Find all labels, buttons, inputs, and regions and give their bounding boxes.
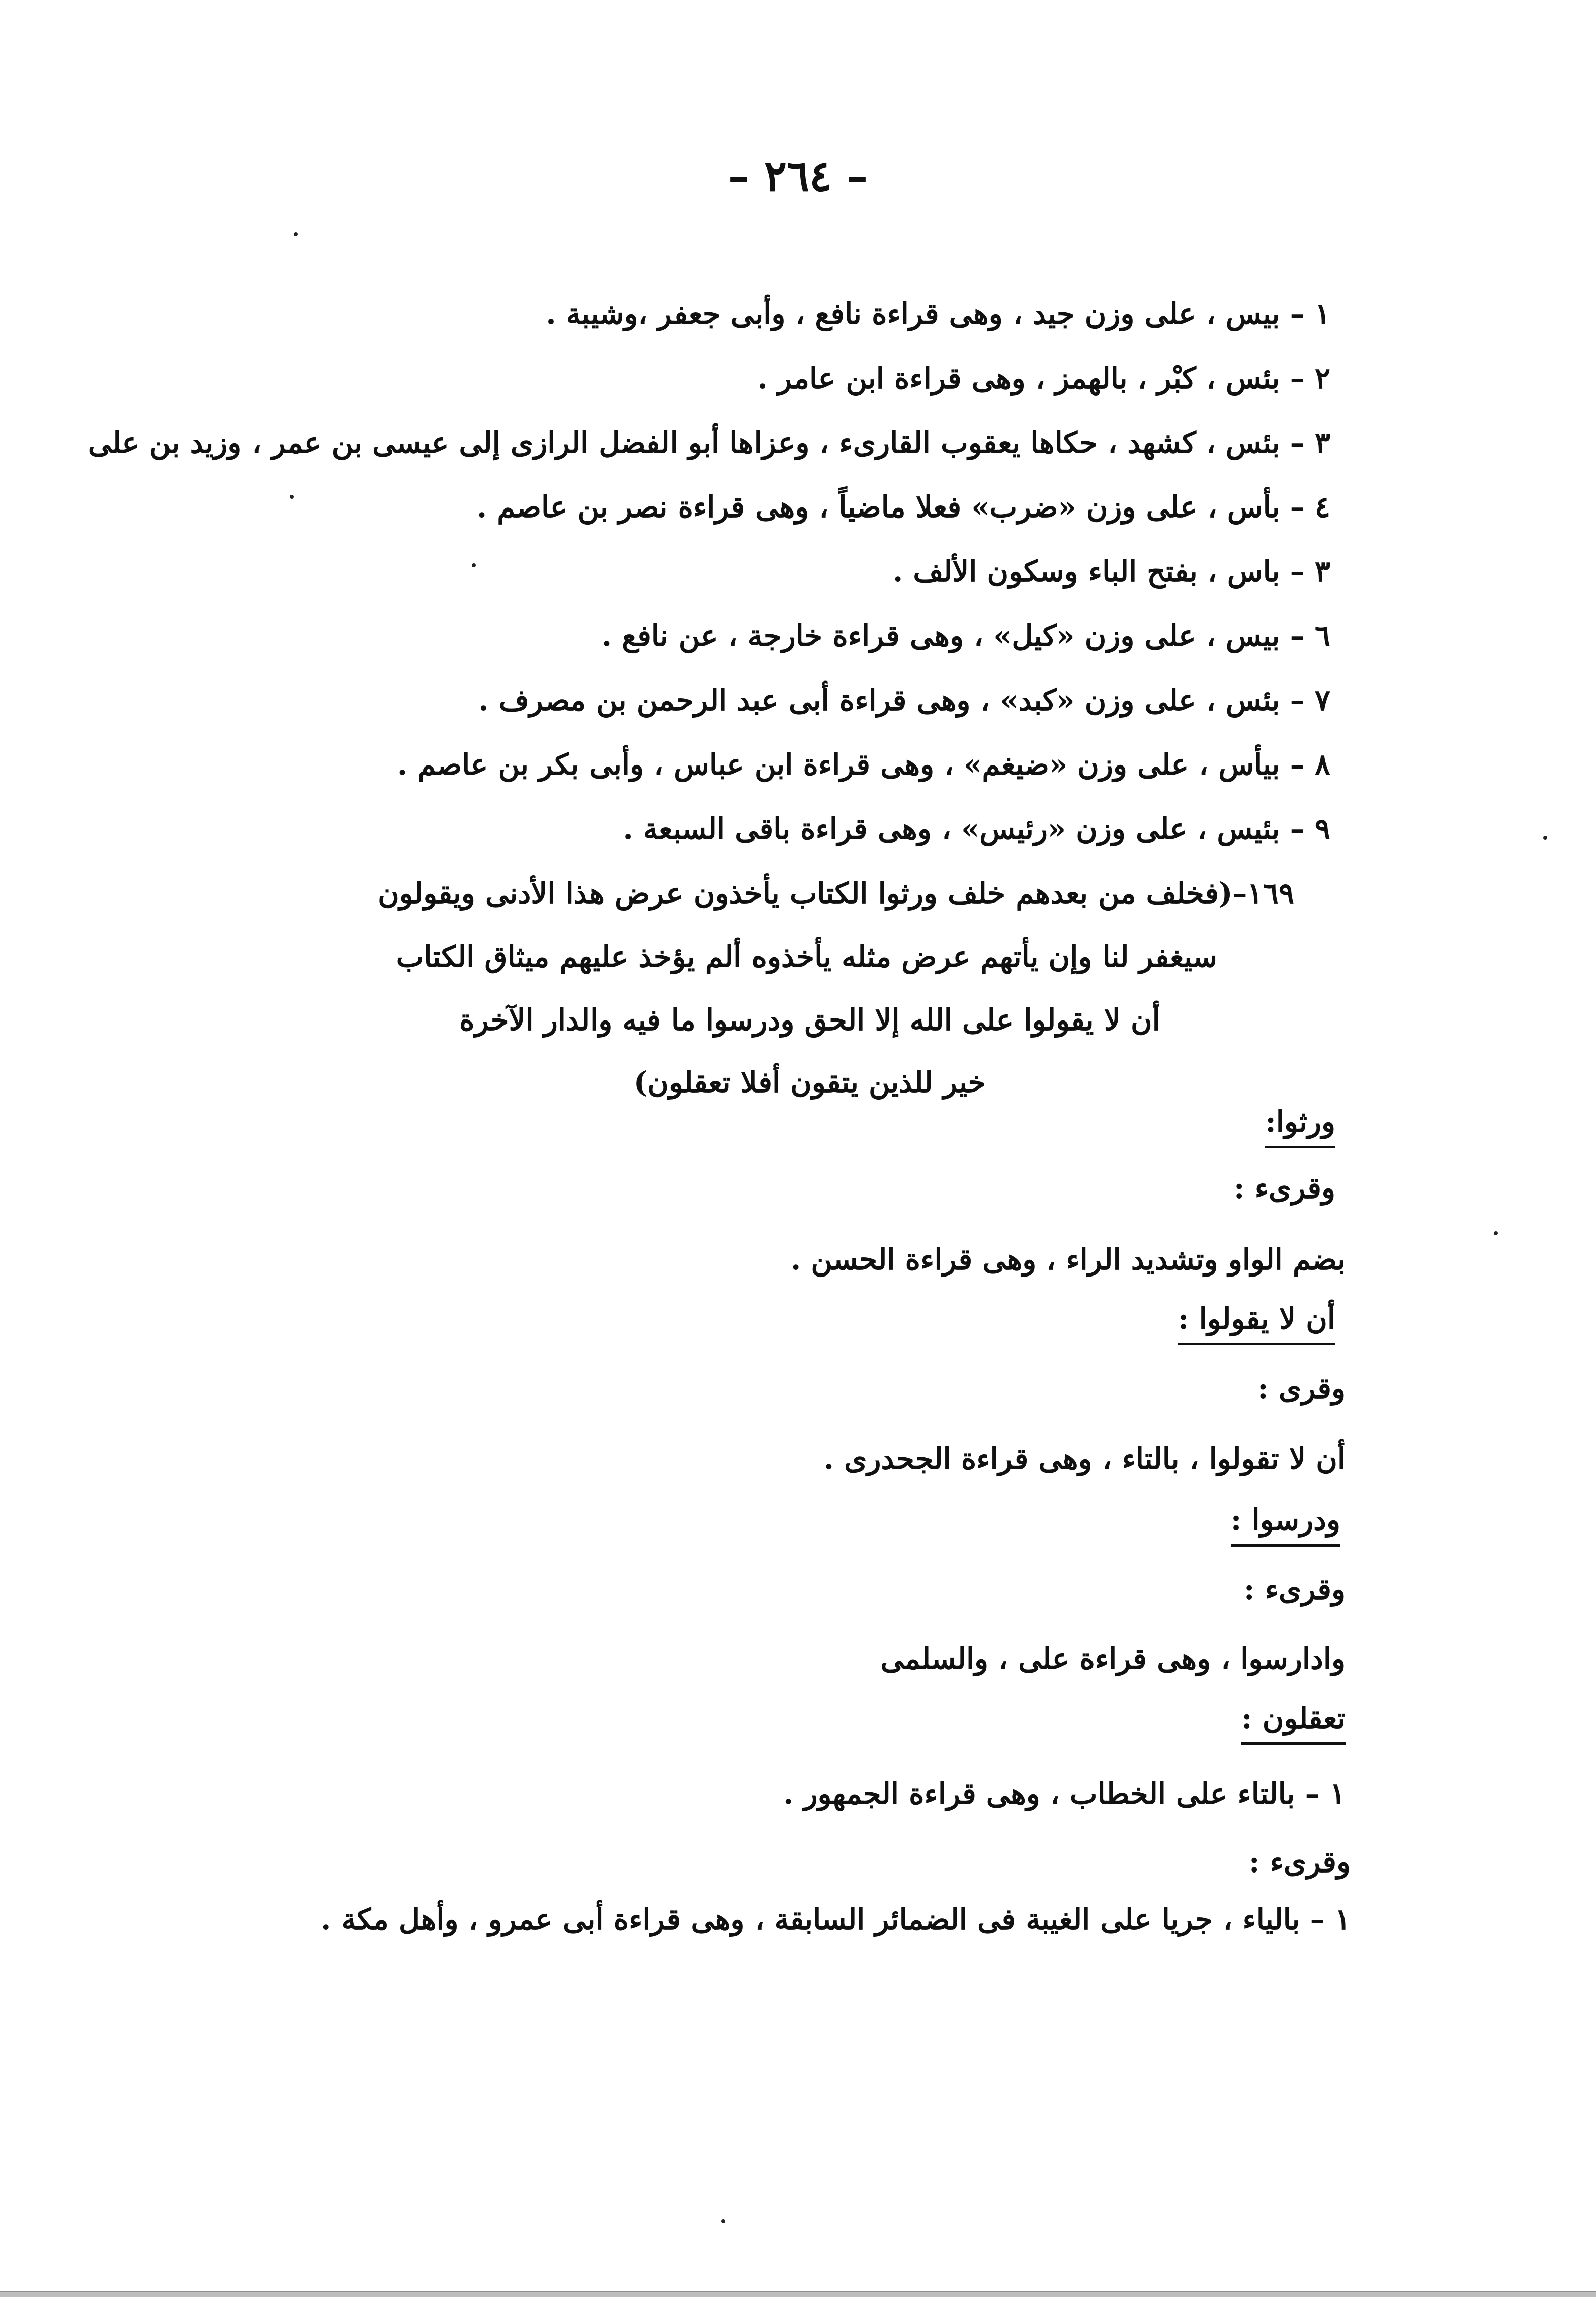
reading-text-3: وادارسوا ، وهى قراءة على ، والسلمى [880, 1642, 1346, 1676]
reading-text-2: أن لا تقولوا ، بالتاء ، وهى قراءة الجحدرى . [823, 1441, 1346, 1476]
heading-taqilun-text: تعقلون : [1241, 1701, 1346, 1745]
read-label-2: وقرى : [1257, 1371, 1346, 1405]
reading-line-8: ٨ – بيأس ، على وزن «ضيغم» ، وهى قراءة ابن عباس ، وأبى بكر بن عاصم . [397, 747, 1330, 782]
reading-line-4: ٤ – بأس ، على وزن «ضرب» فعلا ماضياً ، وهى قراءة نصر بن عاصم . [476, 490, 1330, 524]
scan-speck [290, 495, 294, 499]
reading-line-3: ٣ – بئس ، كشهد ، حكاها يعقوب القارىء ، وعزاها أبو الفضل الرازى إلى عيسى بن عمر ، وزيد بن على [88, 426, 1330, 460]
heading-alla-yaqulu [1178, 1302, 1335, 1345]
reading-line-9: ٩ – بئيس ، على وزن «رئيس» ، وهى قراءة باقى السبعة . [623, 812, 1330, 846]
reading-text-1: بضم الواو وتشديد الراء ، وهى قراءة الحسن . [790, 1242, 1346, 1277]
heading-taqilun [1241, 1701, 1346, 1745]
reading-text-5: ١ – بالياء ، جريا على الغيبة فى الضمائر السابقة ، وهى قراءة أبى عمرو ، وأهل مكة . [321, 1902, 1351, 1936]
scan-speck [472, 563, 476, 567]
heading-warithu [1265, 1104, 1335, 1148]
heading-wadarasu [1231, 1503, 1340, 1547]
reading-text-4: ١ – بالتاء على الخطاب ، وهى قراءة الجمهور . [783, 1776, 1346, 1811]
page-number: – ٢٦٤ – [728, 151, 868, 201]
bottom-rule [0, 2291, 1596, 2297]
reading-line-1: ١ – بيس ، على وزن جيد ، وهى قراءة نافع ، وأبى جعفر ،وشيبة . [546, 297, 1330, 331]
read-label-1: وقرىء : [1233, 1171, 1335, 1205]
read-label-3: وقرىء : [1243, 1572, 1346, 1606]
reading-line-2: ٢ – بئس ، كبْر ، بالهمز ، وهى قراءة ابن عامر . [757, 361, 1330, 395]
verse-line-1: ١٦٩–(فخلف من بعدهم خلف ورثوا الكتاب يأخذون عرض هذا الأدنى ويقولون [378, 876, 1294, 910]
heading-warithu-text: ورثوا: [1265, 1104, 1335, 1148]
scan-speck [721, 2219, 725, 2223]
heading-alla-yaqulu-text: أن لا يقولوا : [1178, 1302, 1335, 1345]
reading-line-7: ٧ – بئس ، على وزن «كبد» ، وهى قراءة أبى عبد الرحمن بن مصرف . [478, 683, 1330, 717]
verse-line-2: سيغفر لنا وإن يأتهم عرض مثله يأخذوه ألم يؤخذ عليهم ميثاق الكتاب [396, 940, 1217, 974]
reading-line-5: ٣ – باس ، بفتح الباء وسكون الألف . [893, 554, 1330, 588]
scan-speck [1494, 1231, 1498, 1235]
reading-line-6: ٦ – بيس ، على وزن «كيل» ، وهى قراءة خارجة ، عن نافع . [601, 619, 1330, 653]
verse-line-4: خير للذين يتقون أفلا تعقلون) [633, 1065, 986, 1099]
scan-speck [294, 232, 298, 236]
scan-speck [1543, 836, 1547, 840]
heading-wadarasu-text: ودرسوا : [1231, 1503, 1340, 1547]
verse-line-3: أن لا يقولوا على الله إلا الحق ودرسوا ما فيه والدار الآخرة [459, 1003, 1160, 1037]
read-label-4: وقرىء : [1248, 1845, 1351, 1879]
